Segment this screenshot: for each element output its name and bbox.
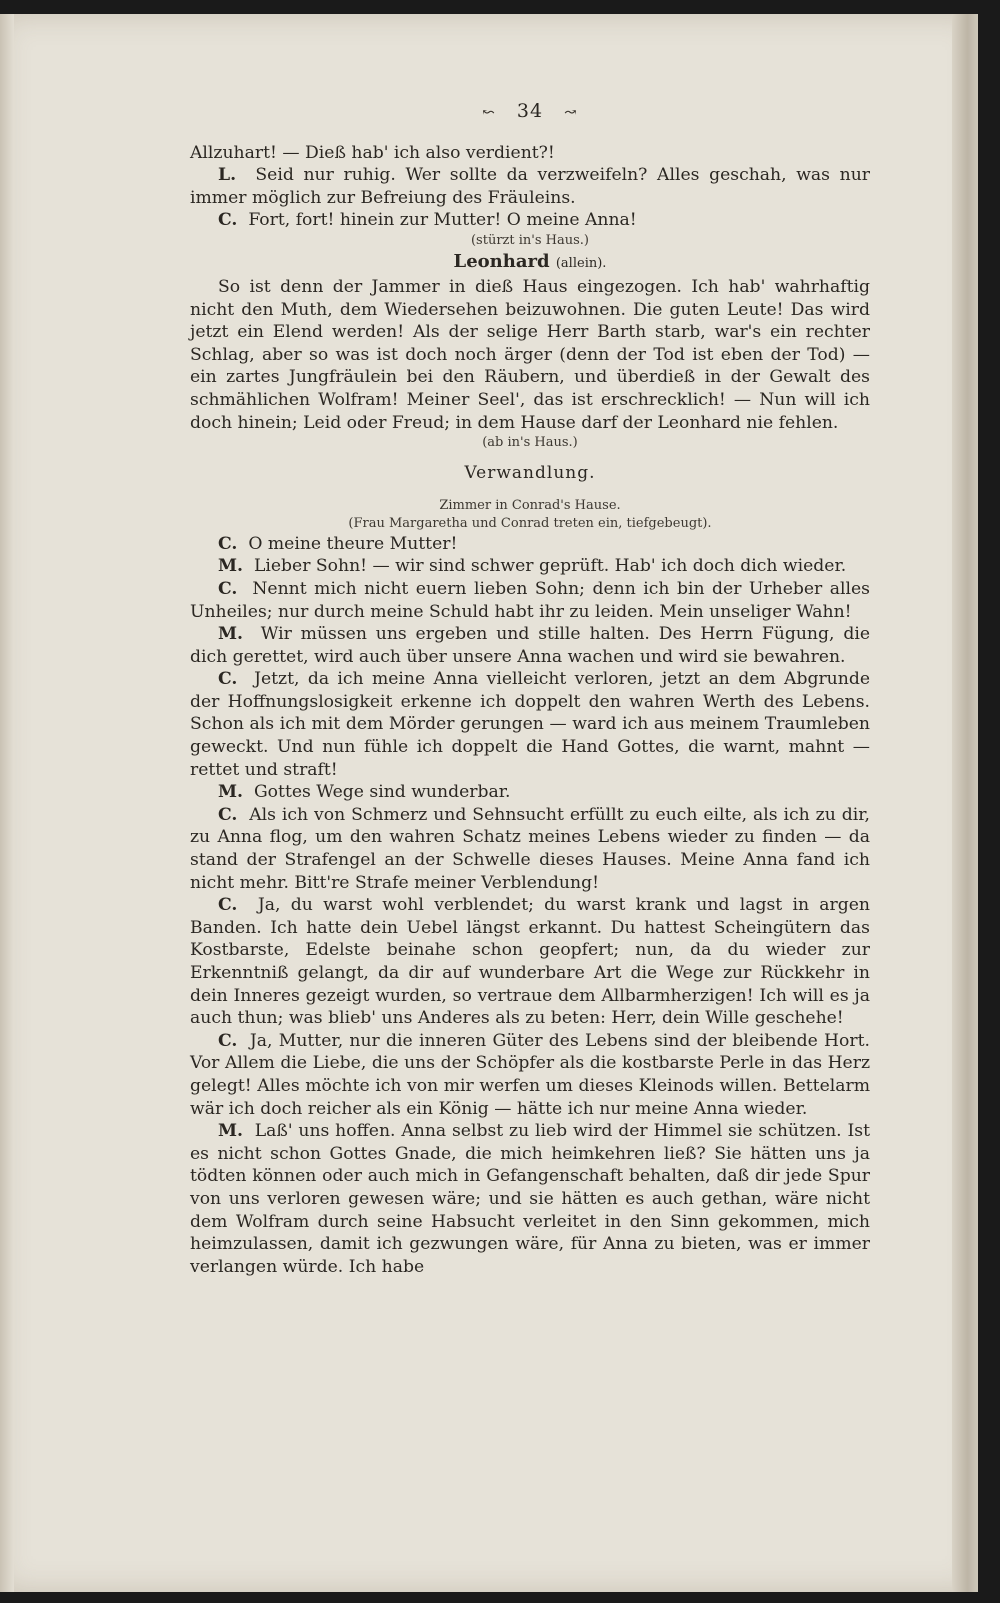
speaker-label: C. [218, 669, 238, 690]
speaker-label: M. [218, 782, 244, 803]
speaker-label: M. [218, 556, 244, 577]
line-text: Ja, du warst wohl verblendet; du warst krank und lagst in argen Banden. Ich hatte dein Uebel längst erkannt. Du hattest Scheingütern das Kostbarste, Edelste beinahe schon geopfert; nun, da du wieder zur Erkenntniß gelangt, da dir auf wunderbare Art die Wege zur Rückkehr in dein Inneres gezeigt wurden, so vertraue dem Allbarmherzigen! Ich will es ja auch thun; was blieb' uns Anderes als zu beten: Herr, dein Wille geschehe! [190, 895, 870, 1029]
dialogue-line [190, 1030, 870, 1120]
line-text: Nennt mich nicht euern lieben Sohn; denn ich bin der Urheber alles Unheiles; nur durch meine Schuld habt ihr zu leiden. Mein unseliger Wahn! [190, 578, 871, 622]
speaker-label: L. [218, 165, 237, 186]
speaker-label: M. [218, 624, 244, 645]
line-text: Ja, Mutter, nur die inneren Güter des Lebens sind der bleibende Hort. Vor Allem die Liebe, die uns der Schöpfer als die kostbarste Perle in das Herz gelegt! Alles möchte ich von mir werfen um dieses Kleinods willen. Bettelarm wär ich doch reicher als ein König — hätte ich nur meine Anna wieder. [190, 1030, 870, 1119]
dialogue-line [190, 668, 870, 781]
page-number-line [190, 100, 870, 124]
page-content [190, 100, 870, 1278]
speaker-label: C. [218, 533, 238, 554]
speaker-heading [190, 250, 870, 276]
page-left-edge [0, 14, 14, 1592]
speaker-label: C. [218, 1030, 238, 1051]
dialogue-line [190, 209, 870, 232]
speaker-label: C. [218, 804, 238, 825]
line-text: Allzuhart! — Dieß hab' ich also verdient?! [190, 142, 555, 163]
line-text: Als ich von Schmerz und Sehnsucht erfüllt zu euch eilte, als ich zu dir, zu Anna flog, um den wahren Schatz meines Lebens wieder zu finden — da stand der Strafengel an der Schwelle dieses Hauses. Meine Anna fand ich nicht mehr. Bitt're Strafe meiner Verblendung! [190, 804, 870, 893]
dialogue-line [190, 894, 870, 1030]
speaker-label: C. [218, 895, 238, 916]
page-right-edge [952, 14, 978, 1592]
line-text: Wir müssen uns ergeben und stille halten. Des Herrn Fügung, die dich gerettet, wird auch über unsere Anna wachen und wird sie bewahren. [190, 624, 870, 667]
line-text: Gottes Wege sind wunderbar. [253, 782, 511, 803]
dialogue-line [190, 623, 870, 668]
scene-location: Zimmer in Conrad's Hause. [439, 497, 621, 513]
speaker-heading-note: (allein). [555, 255, 607, 271]
speaker-label: C. [218, 578, 238, 599]
line-text: Laß' uns hoffen. Anna selbst zu lieb wird der Himmel sie schützen. Ist es nicht schon Gottes Gnade, die mich heimkehren ließ? Sie hätten uns ja tödten können oder auch mich in Gefangenschaft behalten, daß dir jede Spur von uns verloren gewesen wäre; und sie hätten es auch gethan, wäre nicht dem Wolfram durch seine Habsucht verleitet in den Sinn gekommen, mich heimzulassen, damit ich gezwungen wäre, für Anna zu bieten, was er immer verlangen würde. Ich habe [190, 1121, 870, 1277]
speaker-label: C. [218, 210, 238, 231]
dialogue-line [190, 142, 870, 165]
dialogue-line [190, 533, 870, 556]
line-text: Lieber Sohn! — wir sind schwer geprüft. Hab' ich doch dich wieder. [253, 556, 847, 577]
page-number: 34 [516, 100, 544, 122]
dialogue-line [190, 1120, 870, 1278]
dialogue-line [190, 555, 870, 578]
speaker-label: M. [218, 1121, 244, 1142]
speaker-heading-name: Leonhard [453, 250, 550, 272]
page-ornament-right-icon: ↝ [564, 103, 578, 121]
dialogue-line [190, 804, 870, 894]
dialogue-list [190, 533, 870, 1279]
dialogue-line [190, 781, 870, 804]
dialogue-line [190, 164, 870, 209]
scene-change-heading: Verwandlung. [464, 463, 596, 484]
page-ornament-left-icon: ↜ [482, 103, 496, 121]
stage-direction: (stürzt in's Haus.) [470, 232, 589, 248]
line-text: Fort, fort! hinein zur Mutter! O meine Anna! [248, 210, 637, 231]
line-text: Seid nur ruhig. Wer sollte da verzweifeln? Alles geschah, was nur immer möglich zur Befreiung des Fräuleins. [190, 165, 870, 208]
stage-direction: (ab in's Haus.) [482, 435, 578, 451]
scene-direction: (Frau Margaretha und Conrad treten ein, tiefgebeugt). [348, 515, 712, 531]
dialogue-line [190, 578, 870, 623]
monolog-paragraph: So ist denn der Jammer in dieß Haus eingezogen. Ich hab' wahrhaftig nicht den Muth, dem Wiedersehen beizuwohnen. Die guten Leute! Das wird jetzt ein Elend werden! Als der selige Herr Barth starb, war's ein rechter Schlag, aber so was ist doch noch ärger (denn der Tod ist eben der Tod) — ein zartes Jungfräulein bei den Räubern, und überdieß in der Gewalt des schmählichen Wolfram! Meiner Seel', das ist erschrecklich! — Nun will ich doch hinein; Leid oder Freud; in dem Hause darf der Leonhard nie fehlen. [190, 276, 870, 433]
line-text: Jetzt, da ich meine Anna vielleicht verloren, jetzt an dem Abgrunde der Hoffnungslosigkeit erkenne ich doppelt den wahren Werth des Lebens. Schon als ich mit dem Mörder gerungen — ward ich aus meinem Traumleben geweckt. Und nun fühle ich doppelt die Hand Gottes, die warnt, mahnt — rettet und straft! [190, 669, 870, 780]
line-text: O meine theure Mutter! [248, 533, 458, 554]
